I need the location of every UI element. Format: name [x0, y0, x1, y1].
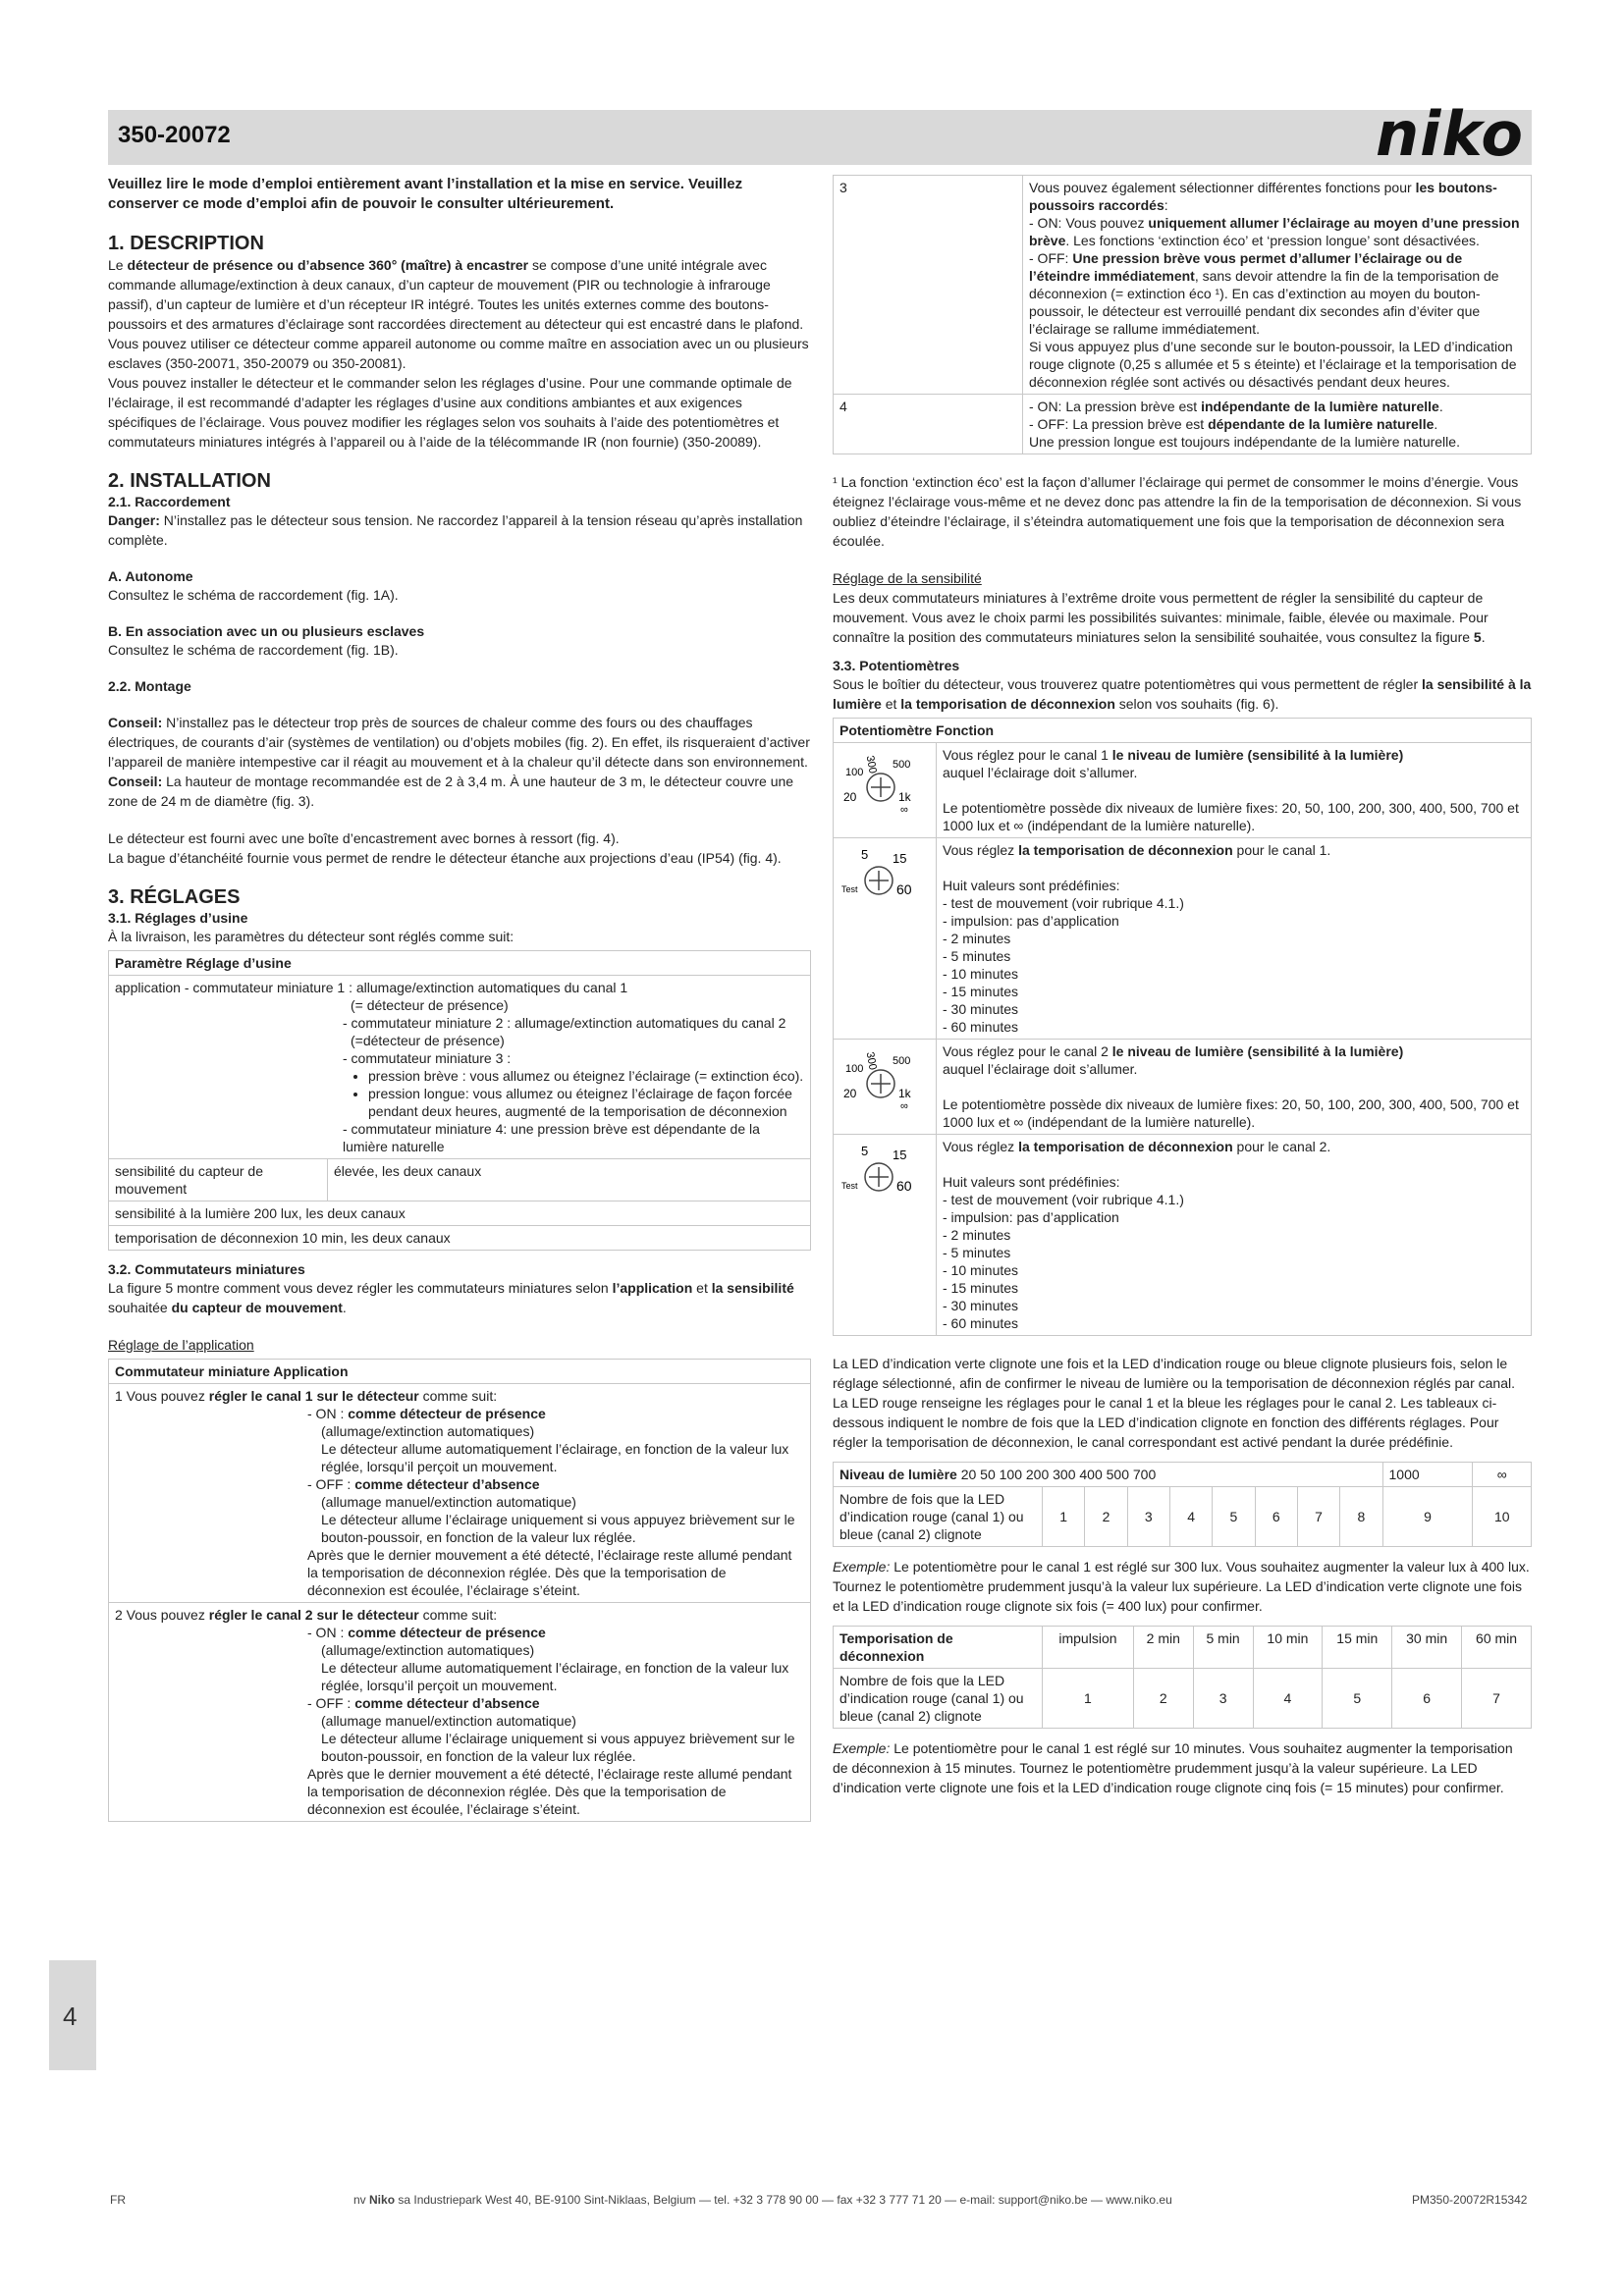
svg-text:100: 100 — [845, 1063, 864, 1075]
example-1: Exemple: Le potentiomètre pour le canal 1 est réglé sur 300 lux. Vous souhaitez augmenter la valeur lux à 400 lux. Tournez le potentiomètre prudemment jusqu’à la valeur lux supérieure. La LED d’indication verte clignote une fois et la LED d’indication rouge clignote six fois (= 400 lux) pour confirmer. — [833, 1559, 1530, 1614]
svg-text:60: 60 — [896, 881, 912, 897]
svg-text:60: 60 — [896, 1178, 912, 1194]
subsection-reglages-usine: 3.1. Réglages d’usine — [108, 910, 248, 926]
description-p3: Vous pouvez installer le détecteur et le commander selon les réglages d’usine. Pour une commande optimale de l’éclairage, il est recommandé d’adapter les réglages d’usine aux conditions ambiantes et aux exigences spécifiques de l’éclairage. Vous pouvez modifier les réglages selon vos souhaits à l’aide des potentiomètres et commutateurs miniatures intégrés à l’appareil ou à l’aide de la télécommande IR (non fournie) (350-20089). — [108, 375, 792, 450]
esclaves-text: Consultez le schéma de raccordement (fig. 1B). — [108, 642, 399, 658]
conseil-2: Conseil: La hauteur de montage recommandée est de 2 à 3,4 m. À une hauteur de 3 m, le détecteur couvre une zone de 24 m de diamètre (fig. 3). — [108, 774, 794, 809]
subsection-commutateurs: 3.2. Commutateurs miniatures — [108, 1261, 305, 1277]
niko-logo: niko — [1375, 98, 1524, 170]
autonome-text: Consultez le schéma de raccordement (fig. 1A). — [108, 587, 399, 603]
table-row: 5 15 Test 60 Vous réglez la temporisation de déconnexion pour le canal 2. Huit valeurs sont prédéfinies: - test de mouvement (voir rubrique 4.1.) - impulsion: pas d’application - 2 minutes - 5 minutes - 10 minutes - 15 minutes - 30 minutes - 60 minutes — [834, 1135, 1532, 1336]
table-row: Nombre de fois que la LED d’indication rouge (canal 1) ou bleue (canal 2) clignote 1 2 3 4 5 6 7 — [834, 1669, 1532, 1729]
esclaves-title: B. En association avec un ou plusieurs esclaves — [108, 623, 425, 639]
right-column — [833, 175, 1532, 1797]
time-dial-icon — [834, 838, 937, 1040]
svg-text:500: 500 — [893, 1055, 911, 1067]
table-row: 300 500 100 20 1k ∞ Vous réglez pour le canal 1 le niveau de lumière (sensibilité à la lumière) auquel l’éclairage doit s’allumer. Le potentiomètre possède dix niveaux de lumière fixes: 20, 50, 100, 200, 300, 400, 500, 700 et 1000 lux et ∞ (indépendant de la lumière naturelle). — [834, 743, 1532, 838]
svg-text:100: 100 — [845, 767, 864, 778]
example-2: Exemple: Le potentiomètre pour le canal 1 est réglé sur 10 minutes. Vous souhaitez augmenter la temporisation de déconnexion à 15 minutes. Tournez le potentiomètre prudemment jusqu’à la valeur supérieure. La LED d’indication verte clignote une fois et la LED d’indication rouge clignote cinq fois (= 15 minutes) pour confirmer. — [833, 1740, 1513, 1795]
led-text: La LED d’indication verte clignote une fois et la LED d’indication rouge ou bleue clignote plusieurs fois, selon le réglage sélectionné, afin de confirmer le niveau de lumière ou la temporisation de déconnexion réglés par canal. La LED rouge renseigne les réglages pour le canal 1 et la bleue les réglages pour le canal 2. Les tableaux ci-dessous indiquent le nombre de fois que la LED d’indication clignote en fonction des différents réglages. Pour régler la temporisation de déconnexion, le canal correspondant est activé pendant la durée prédéfinie. — [833, 1356, 1515, 1450]
application-table — [108, 1359, 811, 1822]
subsection-raccordement: 2.1. Raccordement — [108, 494, 231, 509]
product-code: 350-20072 — [118, 122, 231, 148]
svg-text:500: 500 — [893, 759, 911, 771]
table-row: Niveau de lumière 20 50 100 200 300 400 500 700 1000 ∞ — [834, 1463, 1532, 1487]
lux-dial-icon — [834, 743, 937, 838]
potentiometer-table-header: Potentiomètre Fonction — [834, 719, 1532, 743]
svg-text:Test: Test — [841, 884, 858, 894]
header-bar — [108, 98, 1532, 170]
sensibilite-text: Les deux commutateurs miniatures à l’extrême droite vous permettent de régler la sensibilité du capteur de mouvement. Vous avez le choix parmi les possibilités suivantes: minimale, faible, élevée ou maximale. Pour connaître la position des commutateurs miniatures selon la sensibilité souhaitée, vous consultez la figure 5. — [833, 590, 1489, 645]
svg-text:1k: 1k — [898, 1087, 911, 1100]
tempo-led-table — [833, 1626, 1532, 1729]
factory-settings-table — [108, 950, 811, 1251]
footer-reference: PM350-20072R15342 — [1412, 2193, 1528, 2207]
svg-text:1k: 1k — [898, 790, 911, 804]
table-row: 1 Vous pouvez régler le canal 1 sur le détecteur comme suit: - ON : comme détecteur de présence (allumage/extinction automatiques) Le détecteur allume automatiquement l’éclairage, en fonction de la valeur lux réglée, lorsqu’il perçoit un mouvement. - OFF : comme détecteur d’absence (allumage manuel/extinction automatique) Le détecteur allume l’éclairage uniquement si vous appuyez brièvement sur le bouton-poussoir, en fonction de la valeur lux réglée. Après que le dernier mouvement a été détecté, l’éclairage reste allumé pendant la temporisation de déconnexion réglée. Dès que la temporisation de déconnexion est écoulée, l’éclairage s’éteint. — [109, 1384, 811, 1603]
footer-company: nv Niko sa Industriepark West 40, BE-9100 Sint-Niklaas, Belgium — tel. +32 3 778 90 00 — fax +32 3 777 71 20 — e-mail: support@niko.be — www.niko.eu — [353, 2193, 1172, 2207]
conseil-1: Conseil: N’installez pas le détecteur trop près de sources de chaleur comme des fours ou des chauffages électriques, de courants d’air (systèmes de ventilation) ou d’objets mobiles (fig. 2). En effet, ils risqueraient d’activer l’appareil de manière intempestive car il réagit au mouvement et à la chaleur qu’il détecte dans son environnement. — [108, 715, 810, 770]
application-table-continued — [833, 175, 1532, 454]
subsection-potentiometres: 3.3. Potentiomètres — [833, 658, 960, 673]
footer-lang: FR — [110, 2193, 126, 2207]
table-row: Temporisation de déconnexion impulsion 2 min 5 min 10 min 15 min 30 min 60 min — [834, 1627, 1532, 1669]
svg-text:20: 20 — [843, 1087, 857, 1100]
svg-text:15: 15 — [893, 851, 907, 866]
montage-text-1: Le détecteur est fourni avec une boîte d’encastrement avec bornes à ressort (fig. 4). — [108, 830, 620, 846]
svg-text:∞: ∞ — [900, 1100, 908, 1112]
table-row: 5 15 Test 60 Vous réglez la temporisation de déconnexion pour le canal 1. Huit valeurs sont prédéfinies: - test de mouvement (voir rubrique 4.1.) - impulsion: pas d’application - 2 minutes - 5 minutes - 10 minutes - 15 minutes - 30 minutes - 60 minutes — [834, 838, 1532, 1040]
table-row: 4 - ON: La pression brève est indépendante de la lumière naturelle. - OFF: La pression brève est dépendante de la lumière naturelle. Une pression longue est toujours indépendante de la lumière naturelle. — [834, 395, 1532, 454]
description-p1: Le détecteur de présence ou d’absence 360° (maître) à encastrer se compose d’une unité intégrale avec commande allumage/extinction à deux canaux, d’un capteur de mouvement (PIR ou technologie à infrarouge passif), d’un capteur de lumière et d’un récepteur IR intégré. Toutes les unités externes comme des boutons-poussoirs et des armatures d’éclairage sont raccordées directement au détecteur qui est encastré dans le plafond. — [108, 257, 804, 332]
time-dial-icon — [834, 1135, 937, 1336]
reglages-usine-intro: À la livraison, les paramètres du détecteur sont réglés comme suit: — [108, 929, 514, 944]
svg-text:20: 20 — [843, 790, 857, 804]
page-number: 4 — [63, 2002, 78, 2031]
description-p2: Vous pouvez utiliser ce détecteur comme appareil autonome ou comme maître en association avec un ou plusieurs esclaves (350-20071, 350-20079 ou 350-20081). — [108, 336, 809, 371]
table-row: 2 Vous pouvez régler le canal 2 sur le détecteur comme suit: - ON : comme détecteur de présence (allumage/extinction automatiques) Le détecteur allume automatiquement l’éclairage, en fonction de la valeur lux réglée, lorsqu’il perçoit un mouvement. - OFF : comme détecteur d’absence (allumage manuel/extinction automatique) Le détecteur allume l’éclairage uniquement si vous appuyez brièvement sur le bouton-poussoir, en fonction de la valeur lux réglée. Après que le dernier mouvement a été détecté, l’éclairage reste allumé pendant la temporisation de déconnexion réglée. Dès que la temporisation de déconnexion est écoulée, l’éclairage s’éteint. — [109, 1603, 811, 1822]
lux-led-table — [833, 1462, 1532, 1547]
section-reglages-title: 3. RÉGLAGES — [108, 886, 241, 908]
intro-text: Veuillez lire le mode d’emploi entièrement avant l’installation et la mise en service. Veuillez conserver ce mode d’emploi afin de pouvoir le consulter ultérieurement. — [108, 176, 743, 212]
potentiometres-text: Sous le boîtier du détecteur, vous trouverez quatre potentiomètres qui vous permettent de régler la sensibilité à la lumière et la temporisation de déconnexion selon vos souhaits (fig. 6). — [833, 676, 1532, 712]
danger-text: Danger: N’installez pas le détecteur sous tension. Ne raccordez l’appareil à la tension réseau qu’après installation complète. — [108, 512, 803, 548]
reglage-application-title: Réglage de l’application — [108, 1337, 254, 1353]
svg-text:Test: Test — [841, 1181, 858, 1191]
left-column — [108, 175, 811, 1822]
table-row: 300 500 100 20 1k ∞ Vous réglez pour le canal 2 le niveau de lumière (sensibilité à la lumière) auquel l’éclairage doit s’allumer. Le potentiomètre possède dix niveaux de lumière fixes: 20, 50, 100, 200, 300, 400, 500, 700 et 1000 lux et ∞ (indépendant de la lumière naturelle). — [834, 1040, 1532, 1135]
svg-text:5: 5 — [861, 1144, 869, 1158]
table-row: Nombre de fois que la LED d’indication rouge (canal 1) ou bleue (canal 2) clignote 1 2 3 4 5 6 7 8 9 10 — [834, 1487, 1532, 1547]
application-table-header: Commutateur miniature Application — [109, 1360, 811, 1384]
table-row: temporisation de déconnexion 10 min, les deux canaux — [109, 1226, 811, 1251]
svg-text:300: 300 — [863, 1050, 879, 1071]
sensibilite-title: Réglage de la sensibilité — [833, 570, 982, 586]
footnote: ¹ La fonction ‘extinction éco’ est la façon d’allumer l’éclairage qui permet de consommer le moins d’énergie. Vous éteignez l’éclairage vous-même et ne devez donc pas attendre la fin de la temporisation de déconnexion. Si vous oubliez d’éteindre l’éclairage, il s’éteindra automatiquement une fois que la temporisation de déconnexion sera écoulée. — [833, 474, 1522, 549]
table-row: sensibilité du capteur de mouvement élevée, les deux canaux — [109, 1159, 811, 1201]
section-description-title: 1. DESCRIPTION — [108, 233, 264, 254]
svg-text:5: 5 — [861, 847, 869, 862]
subsection-montage: 2.2. Montage — [108, 678, 191, 694]
table-row — [109, 976, 811, 1159]
svg-text:15: 15 — [893, 1148, 907, 1162]
factory-application-cell: application - commutateur miniature 1 : allumage/extinction automatiques du canal 1 (= détecteur de présence) - commutateur miniature 2 : allumage/extinction automatiques du canal 2 (=détecteur de présence) - commutateur miniature 3 : • pression brève : vous allumez ou éteignez l’éclairage (= extinction éco). • pression longue: vous allumez ou éteignez l’éclairage de façon forcée pendant deux heures, augmenté de la temporisation de déconnexion - commutateur miniature 4: une pression brève est dépendante de la lumière naturelle — [109, 976, 811, 1159]
commutateurs-text: La figure 5 montre comment vous devez régler les commutateurs miniatures selon l’application et la sensibilité souhaitée du capteur de mouvement. — [108, 1280, 794, 1315]
table-row: sensibilité à la lumière 200 lux, les deux canaux — [109, 1201, 811, 1226]
section-installation-title: 2. INSTALLATION — [108, 470, 271, 492]
page-number-tab — [49, 1960, 96, 2070]
lux-dial-icon — [834, 1040, 937, 1135]
svg-text:∞: ∞ — [900, 804, 908, 816]
potentiometer-table — [833, 718, 1532, 1336]
montage-text-2: La bague d’étanchéité fournie vous permet de rendre le détecteur étanche aux projections d’eau (IP54) (fig. 4). — [108, 850, 782, 866]
svg-text:300: 300 — [863, 754, 879, 774]
factory-table-header: Paramètre Réglage d’usine — [109, 951, 811, 976]
table-row: 3 Vous pouvez également sélectionner différentes fonctions pour les boutons-poussoirs raccordés: - ON: Vous pouvez uniquement allumer l’éclairage au moyen d’une pression brève. Les fonctions ‘extinction éco’ et ‘pression longue’ sont désactivées. - OFF: Une pression brève vous permet d’allumer l’éclairage ou de l’éteindre immédiatement, sans devoir attendre la fin de la temporisation de déconnexion (= extinction éco ¹). En cas d’extinction au moyen du bouton-poussoir, le détecteur est verrouillé pendant dix secondes afin d’éviter que l’éclairage se rallume immédiatement. Si vous appuyez plus d’une seconde sur le bouton-poussoir, la LED d’indication rouge clignote (0,25 s allumée et 5 s éteinte) et l’éclairage et la temporisation de déconnexion réglée sont activés ou désactivés pendant deux heures. — [834, 176, 1532, 395]
autonome-title: A. Autonome — [108, 568, 193, 584]
